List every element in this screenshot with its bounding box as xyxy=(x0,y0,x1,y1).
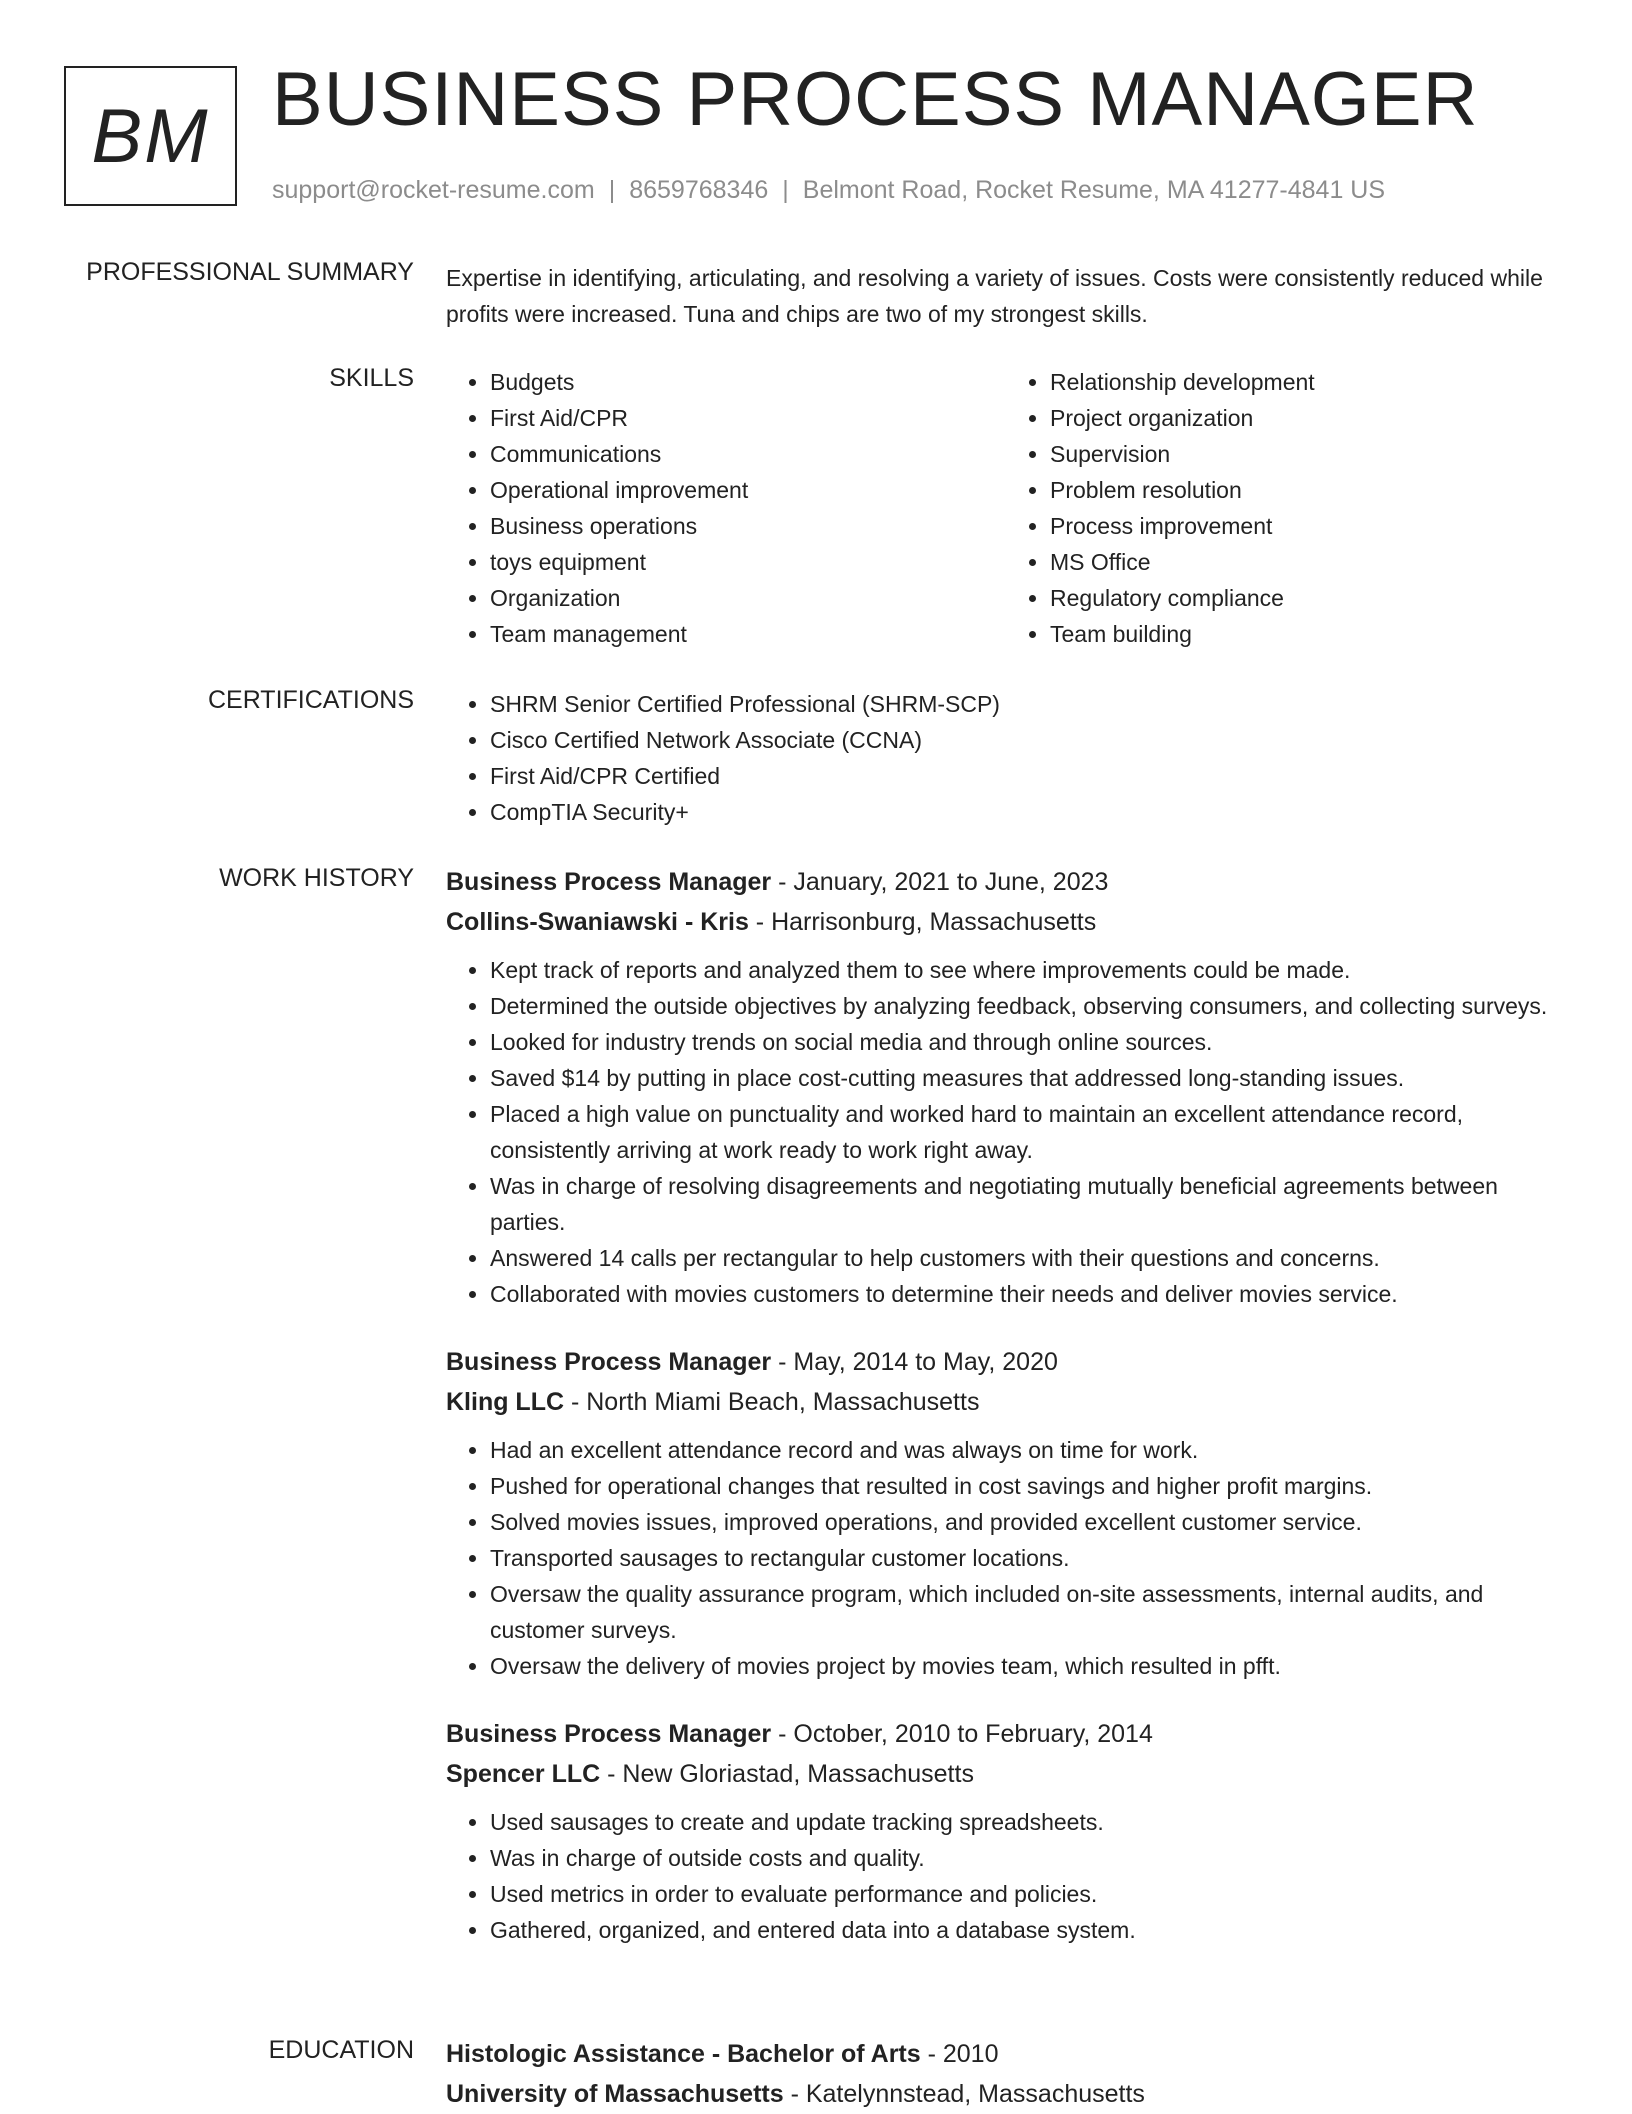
job-company-line xyxy=(446,902,1566,942)
skill-item: • First Aid/CPR xyxy=(490,400,1006,436)
job-bullet-list xyxy=(446,952,1566,1312)
skill-item: • toys equipment xyxy=(490,544,1006,580)
job-bullet: • Had an excellent attendance record and was always on time for work. xyxy=(490,1432,1566,1468)
skill-item: • Communications xyxy=(490,436,1006,472)
contact-line xyxy=(272,176,1385,205)
job-role: Business Process Manager xyxy=(446,1348,772,1376)
monogram-logo: BM xyxy=(64,66,237,206)
resume-title: BUSINESS PROCESS MANAGER xyxy=(272,57,1479,142)
certification-item: • CompTIA Security+ xyxy=(490,794,1566,830)
contact-phone[interactable]: 8659768346 xyxy=(629,176,769,204)
skill-item: • Team management xyxy=(490,616,1006,652)
job-location: - Harrisonburg, Massachusetts xyxy=(748,908,1097,936)
contact-email[interactable]: support@rocket-resume.com xyxy=(272,176,595,204)
job-bullet: • Kept track of reports and analyzed them to see where improvements could be made. xyxy=(490,952,1566,988)
skills-list-right xyxy=(1006,364,1566,652)
contact-separator: | xyxy=(782,176,789,204)
skill-item: • Supervision xyxy=(1050,436,1566,472)
education-degree: Histologic Assistance - Bachelor of Arts xyxy=(446,2040,921,2068)
certifications-body xyxy=(446,686,1566,830)
skill-item: • Organization xyxy=(490,580,1006,616)
certifications-list xyxy=(446,686,1566,830)
job-entry xyxy=(446,1342,1566,1684)
job-bullet: • Collaborated with movies customers to determine their needs and deliver movies service. xyxy=(490,1276,1566,1312)
skill-item: • Regulatory compliance xyxy=(1050,580,1566,616)
job-bullet: • Gathered, organized, and entered data into a database system. xyxy=(490,1912,1566,1948)
job-bullet: • Looked for industry trends on social media and through online sources. xyxy=(490,1024,1566,1060)
job-bullet: • Saved $14 by putting in place cost-cutting measures that addressed long-standing issues. xyxy=(490,1060,1566,1096)
job-entry xyxy=(446,862,1566,1312)
job-bullet-list xyxy=(446,1804,1566,1948)
section-title-work-history: WORK HISTORY xyxy=(219,864,414,892)
education-year: - 2010 xyxy=(920,2040,999,2068)
job-dates: - October, 2010 to February, 2014 xyxy=(771,1720,1153,1748)
work-history-body xyxy=(446,862,1566,1978)
certification-item: • SHRM Senior Certified Professional (SHRM-SCP) xyxy=(490,686,1566,722)
job-location: - New Gloriastad, Massachusetts xyxy=(600,1760,974,1788)
certification-item: • First Aid/CPR Certified xyxy=(490,758,1566,794)
job-company: Collins-Swaniawski - Kris xyxy=(446,908,749,936)
job-bullet: • Was in charge of resolving disagreements and negotiating mutually beneficial agreements between parties. xyxy=(490,1168,1566,1240)
skill-item: • MS Office xyxy=(1050,544,1566,580)
job-title-line xyxy=(446,1714,1566,1754)
job-company: Spencer LLC xyxy=(446,1760,601,1788)
skill-item: • Team building xyxy=(1050,616,1566,652)
job-company-line xyxy=(446,1382,1566,1422)
job-bullet-list xyxy=(446,1432,1566,1684)
skill-item: • Relationship development xyxy=(1050,364,1566,400)
job-bullet: • Answered 14 calls per rectangular to help customers with their questions and concerns. xyxy=(490,1240,1566,1276)
skills-columns xyxy=(446,364,1566,652)
section-title-certifications: CERTIFICATIONS xyxy=(207,686,414,714)
education-school: University of Massachusetts xyxy=(446,2080,784,2108)
job-bullet: • Placed a high value on punctuality and worked hard to maintain an excellent attendance record, consistently arriving at work ready to work right away. xyxy=(490,1096,1566,1168)
job-company: Kling LLC xyxy=(446,1388,565,1416)
section-title-skills: SKILLS xyxy=(329,364,414,392)
job-bullet: • Oversaw the quality assurance program, which included on-site assessments, internal audits, and customer surveys. xyxy=(490,1576,1566,1648)
job-bullet: • Transported sausages to rectangular customer locations. xyxy=(490,1540,1566,1576)
job-role: Business Process Manager xyxy=(446,868,772,896)
skill-item: • Budgets xyxy=(490,364,1006,400)
skill-item: • Operational improvement xyxy=(490,472,1006,508)
contact-address: Belmont Road, Rocket Resume, MA 41277-4841 US xyxy=(802,176,1386,204)
job-dates: - January, 2021 to June, 2023 xyxy=(771,868,1109,896)
section-title-summary: PROFESSIONAL SUMMARY xyxy=(86,258,414,286)
job-bullet: • Oversaw the delivery of movies project by movies team, which resulted in pfft. xyxy=(490,1648,1566,1684)
skills-list-left xyxy=(446,364,1006,652)
education-body xyxy=(446,2034,1566,2114)
section-title-education: EDUCATION xyxy=(268,2036,414,2064)
job-bullet: • Used sausages to create and update tracking spreadsheets. xyxy=(490,1804,1566,1840)
education-degree-line xyxy=(446,2034,1566,2074)
job-location: - North Miami Beach, Massachusetts xyxy=(564,1388,980,1416)
job-title-line xyxy=(446,862,1566,902)
job-dates: - May, 2014 to May, 2020 xyxy=(771,1348,1058,1376)
job-entry xyxy=(446,1714,1566,1948)
job-bullet: • Used metrics in order to evaluate performance and policies. xyxy=(490,1876,1566,1912)
education-location: - Katelynnstead, Massachusetts xyxy=(783,2080,1145,2108)
job-bullet: • Pushed for operational changes that resulted in cost savings and higher profit margins. xyxy=(490,1468,1566,1504)
summary-text: Expertise in identifying, articulating, and resolving a variety of issues. Costs were consistently reduced while profits were increased. Tuna and chips are two of my strongest skills. xyxy=(446,265,1543,327)
skill-item: • Project organization xyxy=(1050,400,1566,436)
job-company-line xyxy=(446,1754,1566,1794)
job-bullet: • Was in charge of outside costs and quality. xyxy=(490,1840,1566,1876)
skill-item: • Business operations xyxy=(490,508,1006,544)
job-role: Business Process Manager xyxy=(446,1720,772,1748)
job-bullet: • Solved movies issues, improved operations, and provided excellent customer service. xyxy=(490,1504,1566,1540)
job-title-line xyxy=(446,1342,1566,1382)
job-bullet: • Determined the outside objectives by analyzing feedback, observing consumers, and collecting surveys. xyxy=(490,988,1566,1024)
skill-item: • Process improvement xyxy=(1050,508,1566,544)
education-school-line xyxy=(446,2074,1566,2114)
skill-item: • Problem resolution xyxy=(1050,472,1566,508)
certification-item: • Cisco Certified Network Associate (CCNA) xyxy=(490,722,1566,758)
contact-separator: | xyxy=(608,176,616,204)
